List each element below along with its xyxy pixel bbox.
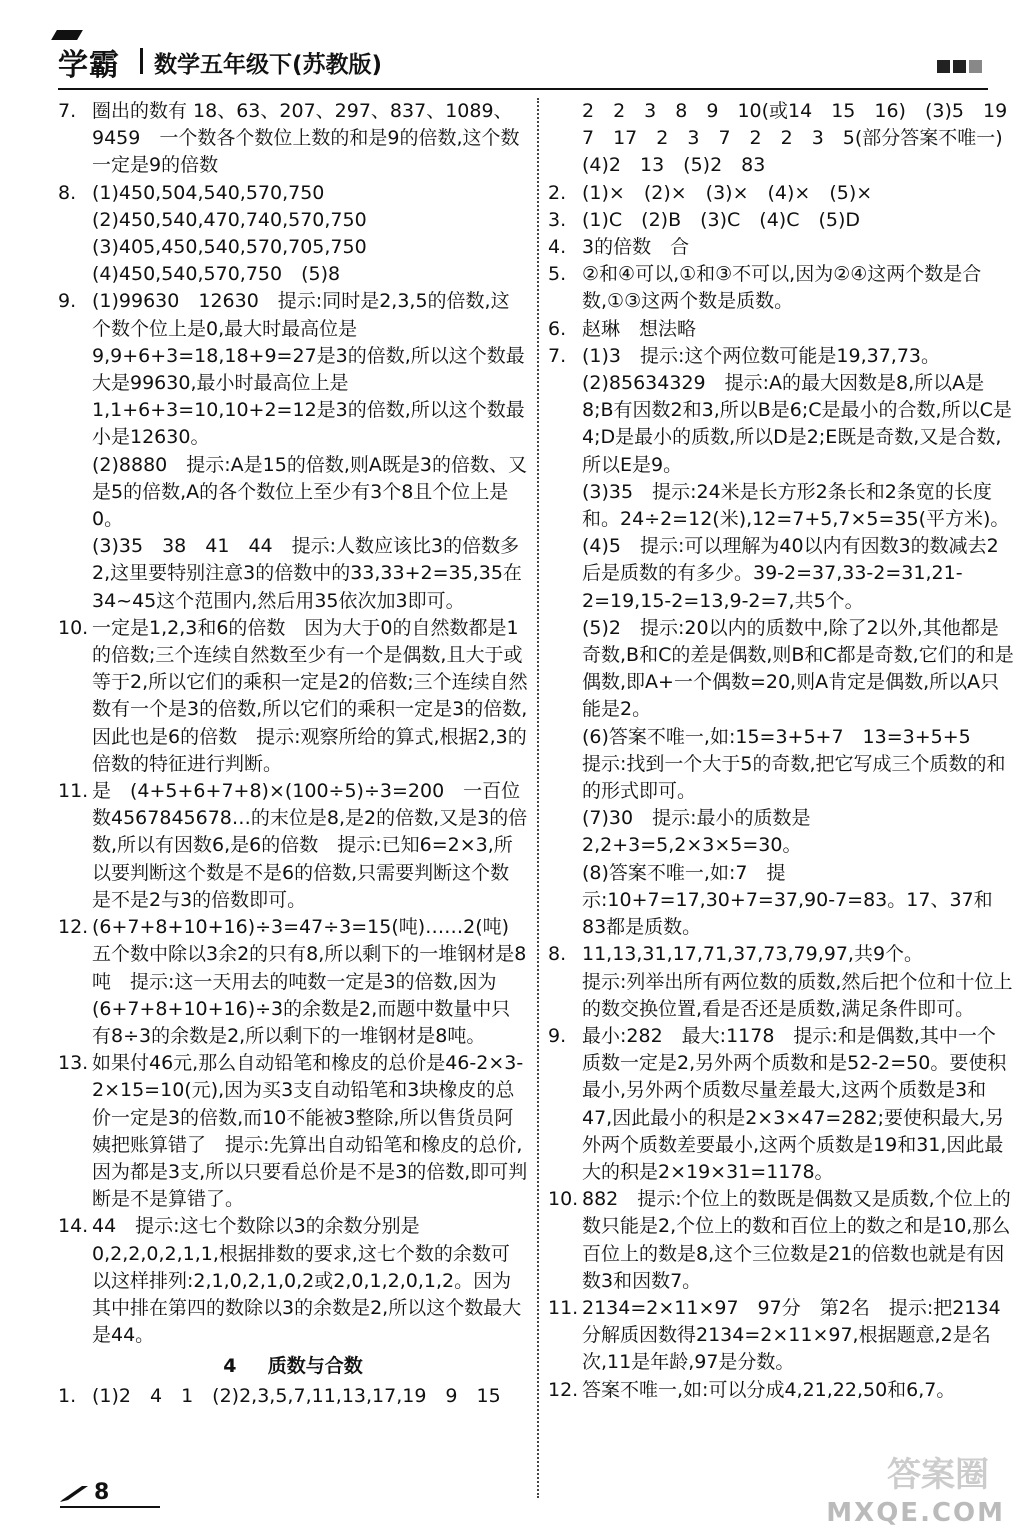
answer-text: 如果付46元,那么自动铅笔和橡皮的总价是46-2×3-2×15=10(元),因为买3支自动铅笔和3块橡皮的总价一定是3的倍数,而10不能被3整除,所以售货员阿姨把账算错了 提示:先算出自动铅笔和橡皮的总价,因为都是3支,所以只要看总价是不是3的倍数,即可判断是不是算错了。 xyxy=(92,1052,528,1211)
answer-item xyxy=(58,98,528,180)
answer-number: 8. xyxy=(58,181,77,204)
answer-item xyxy=(548,1186,1014,1295)
answer-text: (1)99630 12630 提示:同时是2,3,5的倍数,这个数个位上是0,最大时最高位是9,9+6+3=18,18+9=27是3的倍数,所以这个数最大是99630,最小时最高位上是1,1+6+3=10,10+2=12是3的倍数,所以这个数最小是12630。 xyxy=(92,290,525,449)
answer-number: 8. xyxy=(548,943,567,966)
answer-number: 12. xyxy=(548,1378,579,1401)
answer-number: 3. xyxy=(548,208,567,231)
footer-rule xyxy=(60,1506,160,1508)
section-number: 4 xyxy=(223,1355,237,1378)
answer-text: (6+7+8+10+16)÷3=47÷3=15(吨)……2(吨) 五个数中除以3余2的只有8,所以剩下的一堆钢材是8吨 提示:这一天用去的吨数一定是3的倍数,因为(6+7+8+10+16)÷3的余数是2,而题中数量中只有8÷3的余数是2,所以剩下的一堆钢材是8吨。 xyxy=(92,916,529,1047)
answer-number: 9. xyxy=(548,1024,567,1047)
answer-item xyxy=(548,261,1014,315)
answer-text: (2)8880 提示:A是15的倍数,则A既是3的倍数、又是5的倍数,A的各个数位上至少有3个8且个位上是0。 xyxy=(92,453,527,531)
answer-number: 11. xyxy=(548,1296,579,1319)
answer-number: 4. xyxy=(548,236,567,259)
answer-number: 7. xyxy=(548,344,567,367)
answer-item xyxy=(548,1377,1014,1404)
answer-item xyxy=(548,1295,1014,1377)
left-column xyxy=(58,98,528,1411)
answer-item xyxy=(58,778,528,914)
answer-item xyxy=(548,207,1014,234)
answer-number: 2. xyxy=(548,181,567,204)
section-name: 质数与合数 xyxy=(267,1355,363,1378)
answer-number: 12. xyxy=(58,916,89,939)
answer-text: (3)35 提示:24米是长方形2条长和2条宽的长度和。24÷2=12(米),12=7+5,7×5=35(平方米)。 xyxy=(582,480,1010,531)
answer-text: (3)35 38 41 44 提示:人数应该比3的倍数多2,这里要特别注意3的倍数中的33,33+2=35,35在34~45这个范围内,然后用35依次加3即可。 xyxy=(92,535,522,612)
answer-item xyxy=(58,615,528,778)
brand-logo: 学霸 xyxy=(58,48,120,83)
header-squares-icon xyxy=(934,58,982,77)
answer-number: 6. xyxy=(548,317,567,340)
answer-text: 882 提示:个位上的数既是偶数又是质数,个位上的数只能是2,个位上的数和百位上的数之和是10,那么百位上的数是8,这个三位数是21的倍数也就是有因数3和因数7。 xyxy=(582,1188,1011,1292)
answer-item xyxy=(548,316,1014,343)
answer-item xyxy=(58,1213,528,1349)
answer-number: 14. xyxy=(58,1215,89,1238)
answer-text: 圈出的数有 18、63、207、297、837、1089、9459 一个数各个数位上数的和是9的倍数,这个数一定是9的倍数 xyxy=(92,100,520,177)
column-divider xyxy=(537,98,540,1498)
answer-text: 是 (4+5+6+7+8)×(100÷5)÷3=200 一百位数4567845678…的末位是8,是2的倍数,又是3的倍数,所以有因数6,是6的倍数 提示:已知6=2×3,所以要判断这个数是不是6的倍数,只需要判断这个数是不是2与3的倍数即可。 xyxy=(92,780,528,911)
answer-text: 提示:找到一个大于5的奇数,把它写成三个质数的和的形式即可。 xyxy=(582,752,1006,803)
answer-text: ②和④可以,①和③不可以,因为②④这两个数是合数,①③这两个数是质数。 xyxy=(582,263,982,313)
answer-text: (5)2 提示:20以内的质数中,除了2以外,其他都是奇数,B和C的差是偶数,则B和C都是奇数,它们的和是偶数,即A+一个偶数=20,则A肯定是偶数,所以A只能是2。 xyxy=(582,616,1014,721)
book-title: 数学五年级下(苏教版) xyxy=(154,52,383,78)
answer-item xyxy=(58,288,528,614)
section-title xyxy=(58,1349,528,1383)
answer-text: (4)2 13 (5)2 83 xyxy=(582,154,766,177)
answer-item xyxy=(58,180,528,289)
answer-text: (1)2 4 1 (2)2,3,5,7,11,13,17,19 9 15 xyxy=(92,1385,501,1408)
page-header xyxy=(58,38,988,86)
answer-item xyxy=(548,1023,1014,1186)
header-separator xyxy=(140,48,143,74)
answer-item xyxy=(548,941,1014,1023)
header-rule xyxy=(58,88,988,90)
answer-text: (8)答案不唯一,如:7 提示:10+7=17,30+7=37,90-7=83。17、37和83都是质数。 xyxy=(582,861,993,939)
answer-number: 1. xyxy=(58,1385,77,1408)
answer-text: 2 2 3 8 9 10(或14 15 16) (3)5 19 7 17 2 3 7 2 2 3 5(部分答案不唯一) xyxy=(582,100,1027,150)
answer-text: (1)450,504,540,570,750 (2)450,540,470,740,570,750 (3)405,450,540,570,705,750 xyxy=(92,181,386,259)
answer-item xyxy=(548,343,1014,941)
answer-item xyxy=(58,914,528,1050)
answer-text: (4)5 提示:可以理解为40以内有因数3的数减去2后是质数的有多少。39-2=37,33-2=31,21-2=19,15-2=13,9-2=7,共5个。 xyxy=(582,535,999,612)
answer-text: 11,13,31,17,71,37,73,79,97,共9个。 xyxy=(582,943,924,966)
answer-number: 7. xyxy=(58,100,77,122)
answer-text: (1)× (2)× (3)× (4)× (5)× xyxy=(582,181,873,204)
answer-item xyxy=(58,1383,528,1410)
answer-text: (7)30 提示:最小的质数是2,2+3=5,2×3×5=30。 xyxy=(582,807,811,857)
answer-text: (2)85634329 提示:A的最大因数是8,所以A是8;B有因数2和3,所以B是6;C是最小的合数,所以C是4;D是最小的质数,所以D是2;E既是奇数,又是合数,所以E是9。 xyxy=(582,372,1012,476)
answer-number: 11. xyxy=(58,780,89,803)
answer-text: 3的倍数 合 xyxy=(582,236,690,259)
answer-text: (4)450,540,570,750 (5)8 xyxy=(92,263,341,286)
answer-text: 一定是1,2,3和6的倍数 因为大于0的自然数都是1的倍数;三个连续自然数至少有一个是偶数,且大于或等于2,所以它们的乘积一定是2的倍数;三个连续自然数有一个是3的倍数,所以它们的乘积一定是3的倍数,因此也是6的倍数 提示:观察所给的算式,根据2,3的倍数的特征进行判断。 xyxy=(92,616,528,775)
answer-text: 提示:列举出所有两位数的质数,然后把个位和十位上的数交换位置,看是否还是质数,满足条件即可。 xyxy=(582,970,1013,1020)
answer-number: 9. xyxy=(58,290,77,313)
watermark-logo: 答案圈 xyxy=(887,1455,989,1495)
graduation-cap-icon xyxy=(51,30,83,40)
answer-text: (6)答案不唯一,如:15=3+5+7 13=3+5+5 xyxy=(582,725,971,748)
answer-text: (1)C (2)B (3)C (4)C (5)D xyxy=(582,208,861,231)
answer-number: 10. xyxy=(58,616,89,639)
watermark-url: MXQE.COM xyxy=(826,1498,1005,1528)
answer-text: 赵琳 想法略 xyxy=(582,317,697,340)
answer-text: 答案不唯一,如:可以分成4,21,22,50和6,7。 xyxy=(582,1378,956,1401)
answer-text: 2134=2×11×97 97分 第2名 提示:把2134分解质因数得2134=2×11×97,根据题意,2是名次,11是年龄,97是分数。 xyxy=(582,1296,1001,1374)
right-column xyxy=(548,98,1027,1404)
answer-number: 13. xyxy=(58,1052,89,1075)
answer-number: 5. xyxy=(548,263,567,286)
answer-item xyxy=(58,1050,528,1213)
pencil-icon xyxy=(60,1484,90,1502)
answer-number: 10. xyxy=(548,1188,579,1211)
page-number: 8 xyxy=(94,1480,110,1505)
answer-text: 44 提示:这七个数除以3的余数分别是0,2,2,0,2,1,1,根据排数的要求,这七个数的余数可以这样排列:2,1,0,2,1,0,2或2,0,1,2,0,1,2。因为其中排在第四的数除以3的余数是2,所以这个数最大是44。 xyxy=(92,1215,522,1347)
answer-item xyxy=(548,234,1014,261)
answer-item xyxy=(548,98,1027,180)
answer-text: (1)3 提示:这个两位数可能是19,37,73。 xyxy=(582,344,941,367)
answer-text: 最小:282 最大:1178 提示:和是偶数,其中一个质数一定是2,另外两个质数和是52-2=50。要使积最小,另外两个质数尽量差最大,这两个质数是3和47,因此最小的积是2×3×47=282;要使积最大,另外两个质数差要最小,这两个质数是19和31,因此最大的积是2×19×31=1178。 xyxy=(582,1024,1007,1183)
answer-item xyxy=(548,180,1014,207)
